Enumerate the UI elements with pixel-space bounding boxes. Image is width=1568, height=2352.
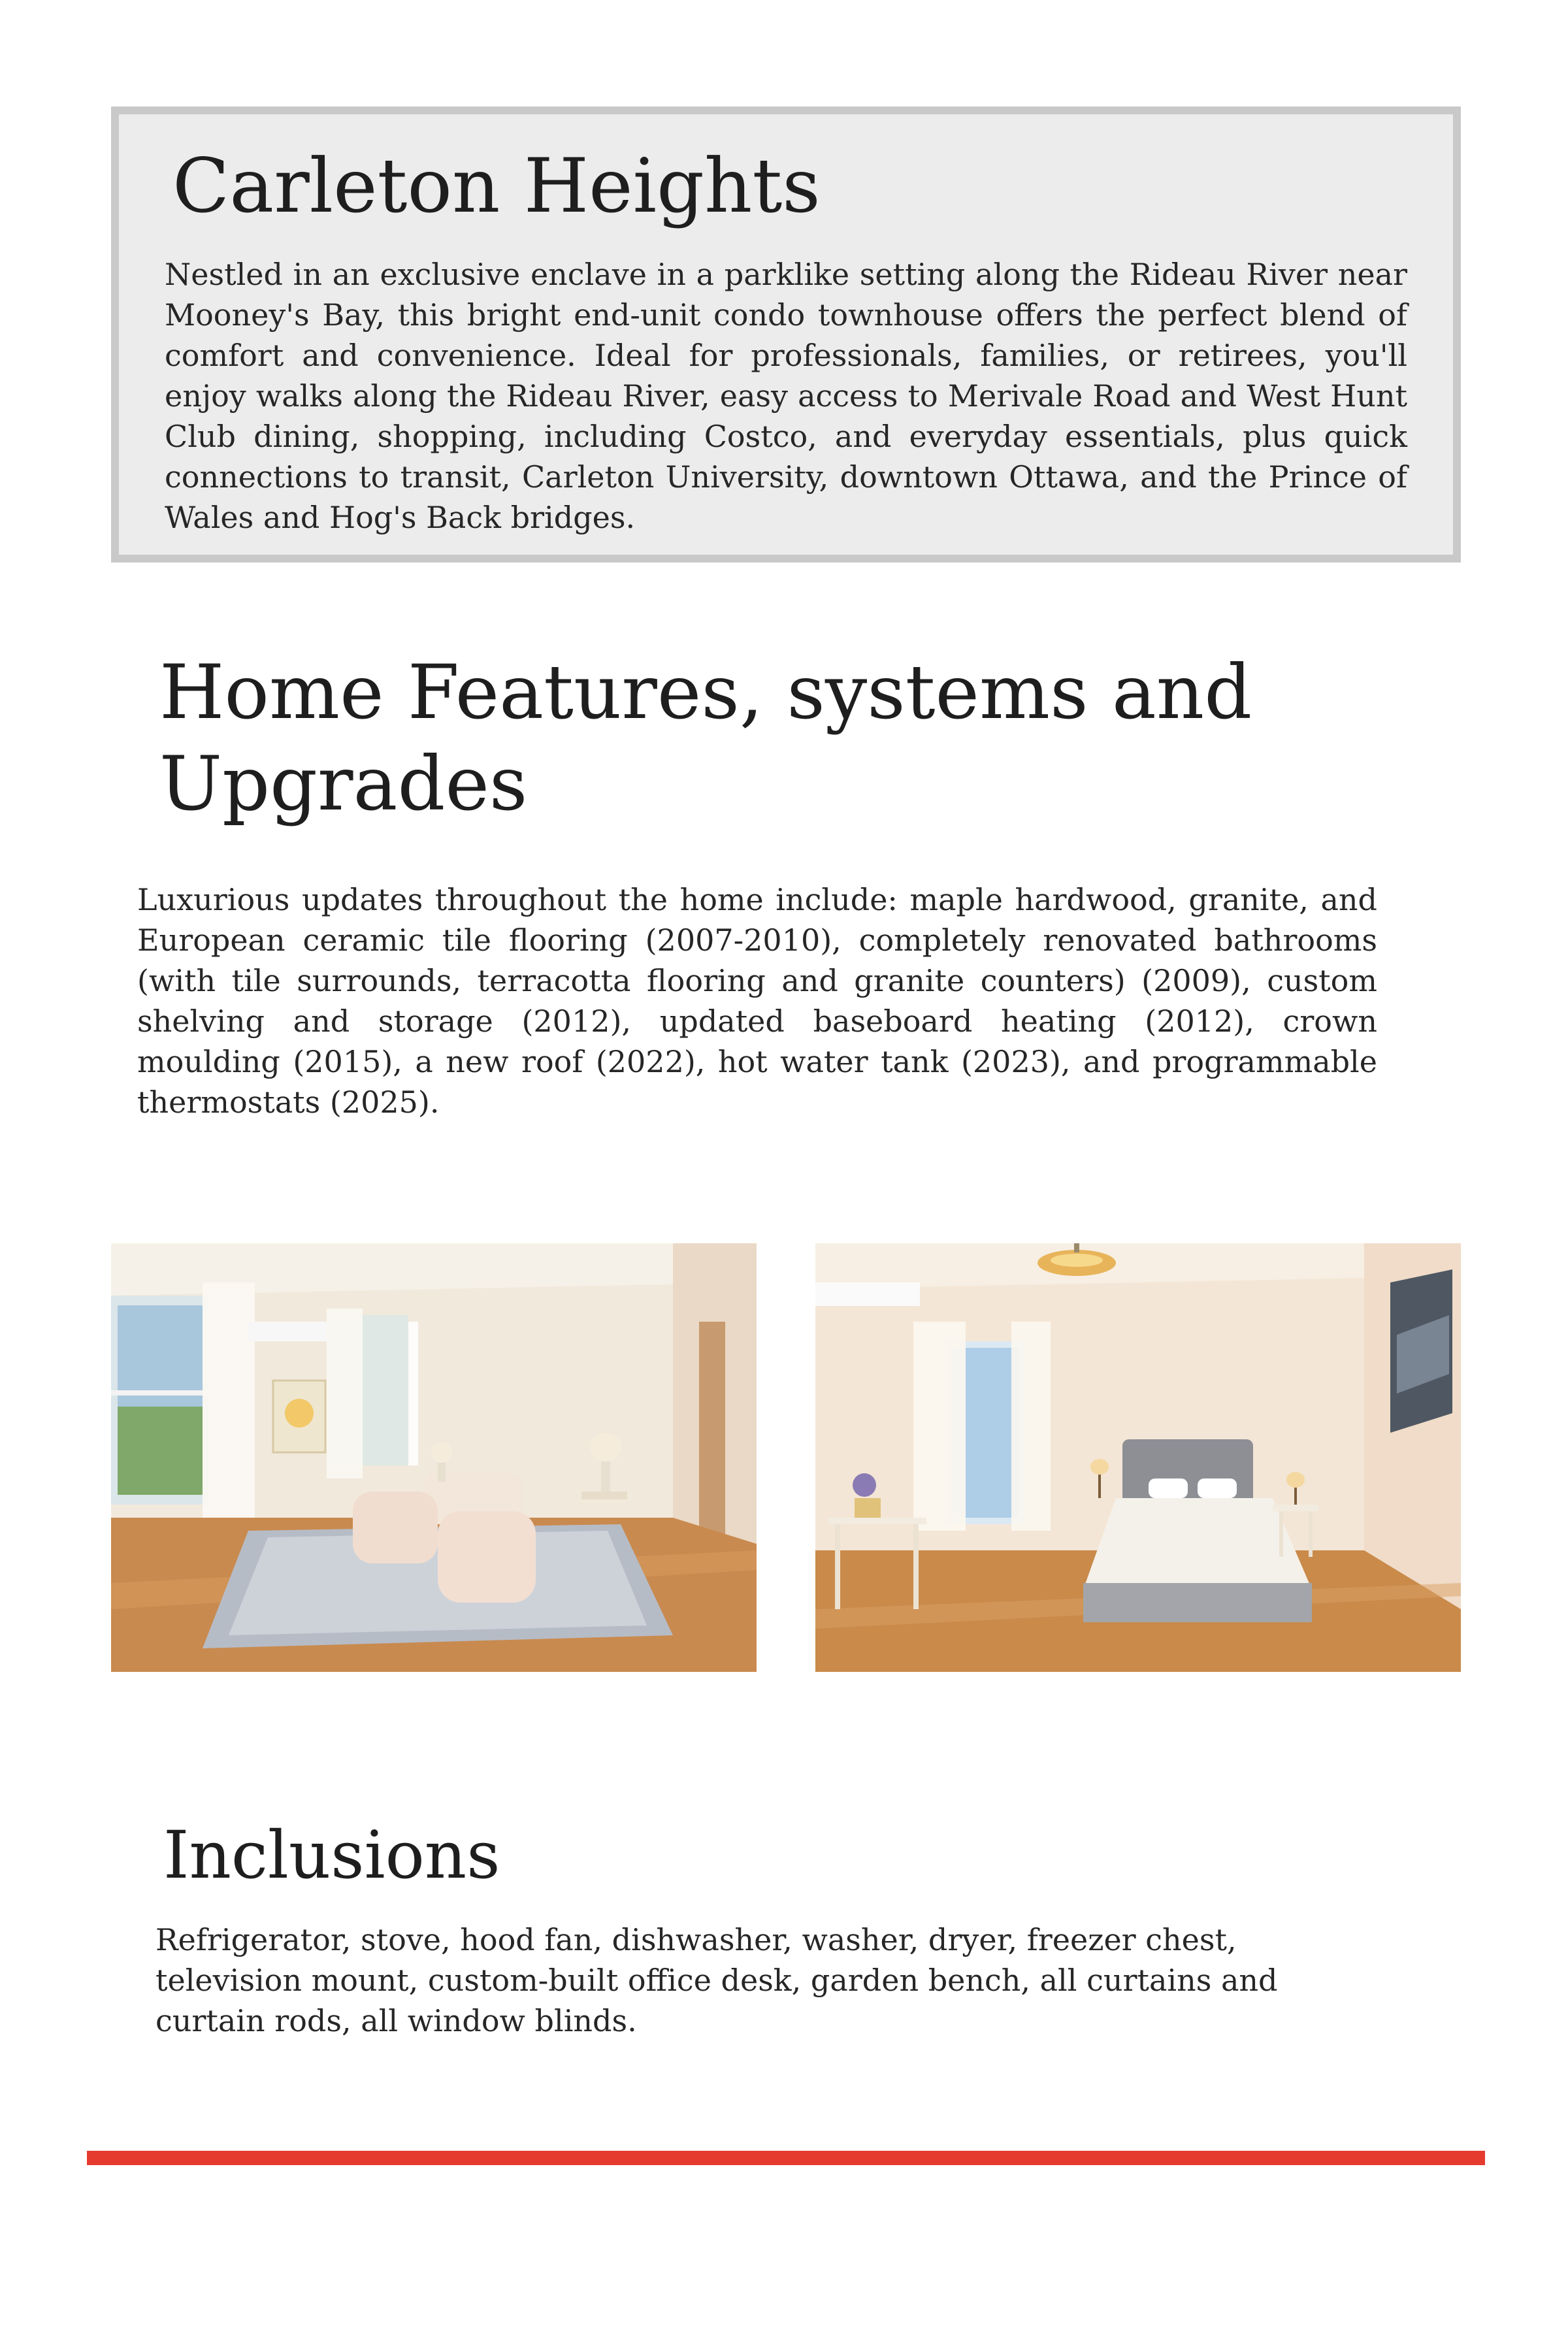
bedroom-illustration: [815, 1243, 1461, 1672]
inclusions-list: Refrigerator, stove, hood fan, dishwasher, washer, dryer, freezer chest, television mount, custom-built office desk, garden bench, all curtains and curtain rods, all window blinds.: [155, 1922, 1278, 2038]
bedroom-photo: [815, 1243, 1461, 1672]
intro-description: Nestled in an exclusive enclave in a parklike setting along the Rideau River near Mooney's Bay, this bright end-unit condo townhouse offers the perfect blend of comfort and convenience. Ideal for professionals, families, or retirees, you'll enjoy walks along the Rideau River, easy access to Merivale Road and West Hunt Club dining, shopping, including Costco, and everyday essentials, plus quick connections to transit, Carleton University, downtown Ottawa, and the Prince of Wales and Hog's Back bridges.: [165, 257, 1407, 535]
intro-title: Carleton Heights: [172, 142, 821, 229]
features-title: Home Features, systems and Upgrades: [159, 649, 1252, 827]
features-description: Luxurious updates throughout the home include: maple hardwood, granite, and European ceramic tile flooring (2007-2010), completely renovated bathrooms (with tile surrounds, terracotta flooring and granite counters) (2009), custom shelving and storage (2012), updated baseboard heating (2012), crown moulding (2015), a new roof (2022), hot water tank (2023), and programmable thermostats (2025).: [137, 882, 1377, 1120]
living-room-illustration: [111, 1243, 757, 1672]
inclusions-title: Inclusions: [163, 1817, 500, 1893]
living-room-photo: [111, 1243, 757, 1672]
accent-divider: [87, 2151, 1485, 2165]
intro-box: [111, 106, 1461, 563]
